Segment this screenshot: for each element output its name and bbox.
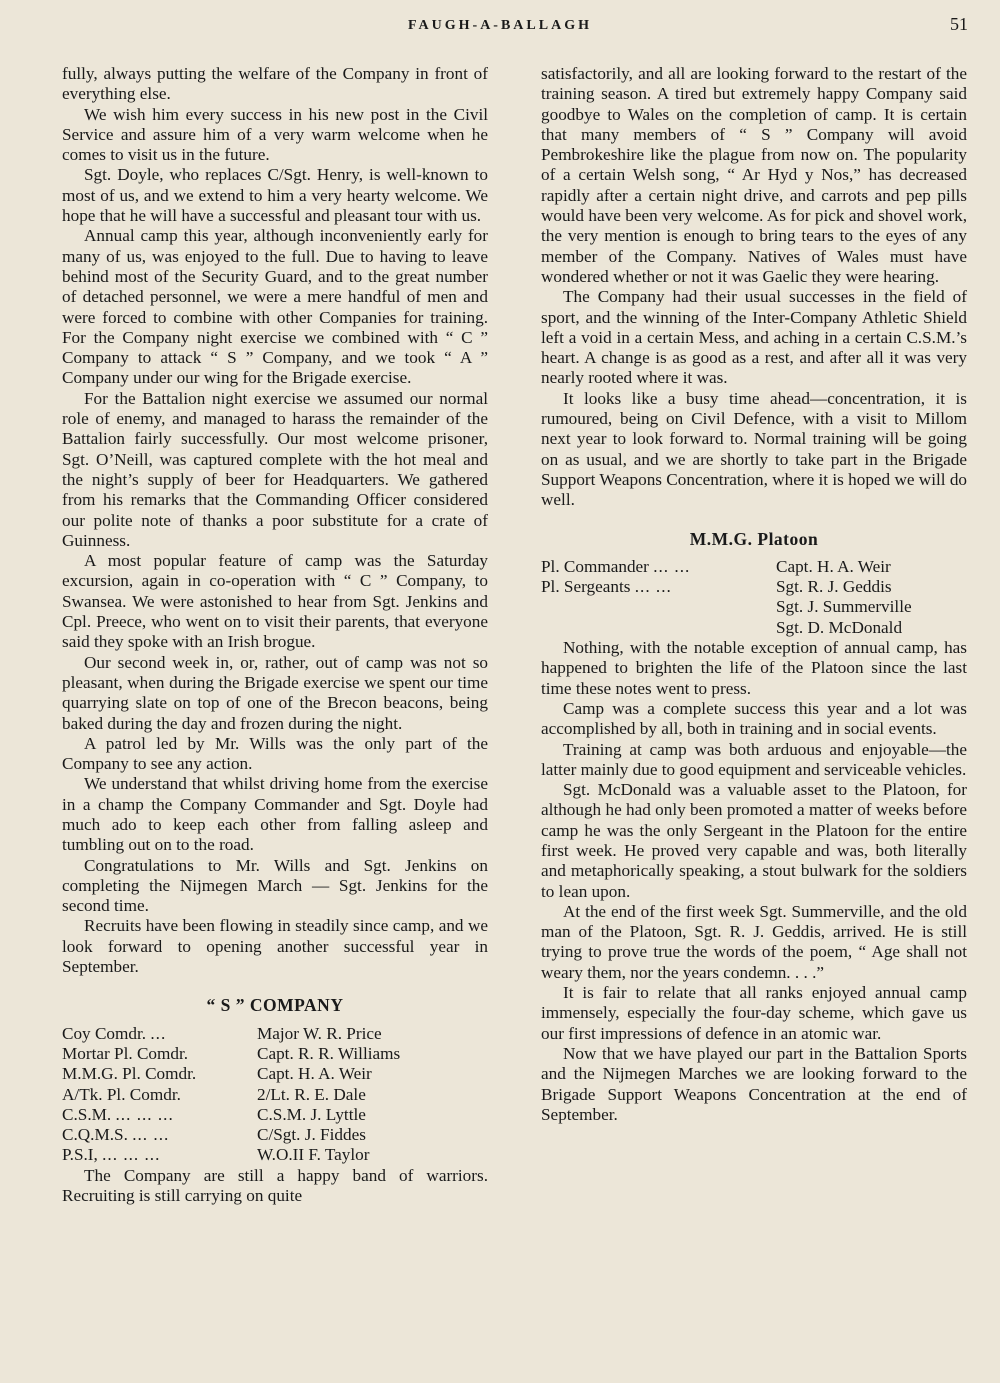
roster-role: Pl. Commander ... ... xyxy=(541,556,691,576)
paragraph: Camp was a complete success this year and a lot was accomplished by all, both in training and in social events. xyxy=(541,698,967,739)
leader-dots: ... ... xyxy=(634,577,672,597)
roster-name: W.O.II F. Taylor xyxy=(257,1145,370,1165)
paragraph: satisfactorily, and all are looking forward to the restart of the training season. A tired but extremely happy Company said goodbye to Wales on the completion of camp. It is certain that many members of “ S ” Company will avoid Pembrokeshire like the plague from now on. The popularity of a certain Welsh song, “ Ar Hyd y Nos,” has decreased rapidly after a certain night drive, and carrots and pep pills would have been very welcome. As for pick and shovel work, the very mention is enough to bring tears to the eyes of any member of the Company. Natives of Wales must have wondered whether or not it was Gaelic they were hearing. xyxy=(541,64,967,286)
roster-row xyxy=(62,1105,488,1125)
leader-dots: ... ... xyxy=(132,1125,170,1145)
roster-name: Capt. H. A. Weir xyxy=(776,556,891,576)
roster-row xyxy=(541,577,967,597)
roster-row xyxy=(541,557,967,577)
paragraph: fully, always putting the welfare of the Company in front of everything else. xyxy=(62,64,488,104)
roster-role: C.Q.M.S. ... ... xyxy=(62,1125,170,1145)
paragraph: Recruits have been flowing in steadily since camp, and we look forward to opening another successful year in September. xyxy=(62,916,488,977)
roster-role: Coy Comdr. ... xyxy=(62,1023,167,1043)
paragraph: The Company had their usual successes in the field of sport, and the winning of the Inter-Company Athletic Shield left a void in a certain Mess, and aching in a certain C.S.M.’s heart. A change is as good as a rest, and after all it was very nearly rooted where it was. xyxy=(541,287,967,388)
roster-role: Pl. Sergeants ... ... xyxy=(541,577,672,597)
roster-name: C.S.M. J. Lyttle xyxy=(257,1104,366,1124)
mmg-platoon-roster xyxy=(541,557,967,638)
roster-row xyxy=(541,597,967,617)
leader-dots: ... ... xyxy=(653,556,691,576)
paragraph: At the end of the first week Sgt. Summerville, and the old man of the Platoon, Sgt. R. J. Geddis, arrived. He is still trying to prove true the words of the poem, “ Age shall not weary them, nor the years condemn. . . .” xyxy=(541,901,967,982)
paragraph: We understand that whilst driving home from the exercise in a champ the Company Commander and Sgt. Doyle had much ado to keep each other from falling asleep and tumbling out on to the road. xyxy=(62,774,488,855)
roster-role: A/Tk. Pl. Comdr. xyxy=(62,1084,181,1104)
roster-name: C/Sgt. J. Fiddes xyxy=(257,1125,366,1145)
roster-role xyxy=(541,597,776,617)
roster-role: Mortar Pl. Comdr. xyxy=(62,1043,189,1063)
paragraph: For the Battalion night exercise we assumed our normal role of enemy, and managed to harass the remainder of the Battalion fairly successfully. Our most welcome prisoner, Sgt. O’Neill, was captured complete with the hot meal and the night’s supply of beer for Headquarters. We gathered from his remarks that the Commanding Officer considered our polite note of thanks a poor substitute for a crate of Guinness. xyxy=(62,388,488,550)
roster-name: Capt. R. R. Williams xyxy=(257,1043,401,1063)
roster-name: Capt. H. A. Weir xyxy=(257,1064,372,1084)
leader-dots: ... ... ... xyxy=(102,1145,161,1165)
roster-name: Major W. R. Price xyxy=(257,1023,382,1043)
paragraph: It looks like a busy time ahead—concentration, it is rumoured, being on Civil Defence, with a visit to Millom next year to look forward to. Normal training will be going on as usual, and we are shortly to take part in the Brigade Support Weapons Concentration, where it is hoped we will do well. xyxy=(541,388,968,510)
roster-name: Sgt. R. J. Geddis xyxy=(776,577,892,597)
paragraph: Now that we have played our part in the Battalion Sports and the Nijmegen Marches we are looking forward to the Brigade Support Weapons Concentration at the end of September. xyxy=(541,1043,967,1124)
paragraph: Our second week in, or, rather, out of camp was not so pleasant, when during the Brigade exercise we spent our time quarrying slate on top of one of the Brecon beacons, being baked during the day and frozen during the night. xyxy=(62,652,488,733)
roster-row xyxy=(62,1085,488,1105)
paragraph: We wish him every success in his new post in the Civil Service and assure him of a very warm welcome when he comes to visit us in the future. xyxy=(62,104,488,165)
roster-role: M.M.G. Pl. Comdr. xyxy=(62,1064,197,1084)
leader-dots: ... ... ... xyxy=(115,1104,174,1124)
roster-role xyxy=(541,618,776,638)
roster-name: 2/Lt. R. E. Dale xyxy=(257,1084,366,1104)
paragraph: Congratulations to Mr. Wills and Sgt. Jenkins on completing the Nijmegen March — Sgt. Jenkins for the second time. xyxy=(62,855,488,916)
left-column xyxy=(62,64,488,1206)
roster-name: Sgt. J. Summerville xyxy=(776,597,912,617)
right-column xyxy=(541,64,967,1125)
s-company-heading: “ S ” COMPANY xyxy=(206,995,344,1016)
left-paragraphs-after xyxy=(62,1166,488,1207)
roster-role: P.S.I, ... ... ... xyxy=(62,1145,161,1165)
left-paragraphs-before xyxy=(62,64,488,977)
paragraph: Training at camp was both arduous and enjoyable—the latter mainly due to good equipment and serviceable vehicles. xyxy=(541,739,967,779)
page-number: 51 xyxy=(950,14,968,34)
roster-row xyxy=(541,618,967,638)
roster-role: C.S.M. ... ... ... xyxy=(62,1104,174,1124)
paragraph: A patrol led by Mr. Wills was the only part of the Company to see any action. xyxy=(62,733,488,774)
paragraph: Sgt. McDonald was a valuable asset to the Platoon, for although he had only been promoted a matter of weeks before camp he was the only Sergeant in the Platoon for the entire first week. He proved very capable and was, both literally and metaphorically speaking, a stout bulwark for the soldiers to lean upon. xyxy=(541,780,967,901)
leader-dots: ... xyxy=(150,1023,167,1043)
roster-row xyxy=(62,1145,488,1165)
roster-row xyxy=(62,1125,488,1145)
roster-row xyxy=(62,1044,488,1064)
roster-row xyxy=(62,1024,488,1044)
right-paragraphs-before xyxy=(541,64,967,511)
paragraph: It is fair to relate that all ranks enjoyed annual camp immensely, especially the four-day scheme, which gave us our first impressions of defence in an atomic war. xyxy=(541,983,967,1043)
roster-row xyxy=(62,1064,488,1084)
mmg-platoon-heading: M.M.G. Platoon xyxy=(689,528,819,549)
paragraph: A most popular feature of camp was the Saturday excursion, again in co-operation with “ C ” Company, to Swansea. We were astonished to hear from Sgt. Jenkins and Cpl. Preece, who went on to visit their parents, that everyone said they spoke with an Irish brogue. xyxy=(62,551,488,652)
paragraph: The Company are still a happy band of warriors. Recruiting is still carrying on quite xyxy=(62,1165,488,1206)
paragraph: Sgt. Doyle, who replaces C/Sgt. Henry, is well-known to most of us, and we extend to him a very hearty welcome. We hope that he will have a successful and pleasant tour with us. xyxy=(62,165,488,226)
right-paragraphs-after xyxy=(541,638,967,1125)
running-title: FAUGH-A-BALLAGH xyxy=(408,18,592,33)
s-company-roster xyxy=(62,1024,488,1166)
paragraph: Annual camp this year, although inconveniently early for many of us, was enjoyed to the full. Due to having to leave behind most of the Security Guard, and to the great number of detached personnel, we were a mere handful of men and were forced to combine with other Companies for training. For the Company night exercise we combined with “ C ” Company to attack “ S ” Company, and we took “ A ” Company under our wing for the Brigade exercise. xyxy=(62,226,488,388)
roster-name: Sgt. D. McDonald xyxy=(776,617,903,637)
paragraph: Nothing, with the notable exception of annual camp, has happened to brighten the life of the Platoon since the last time these notes went to press. xyxy=(541,638,967,698)
